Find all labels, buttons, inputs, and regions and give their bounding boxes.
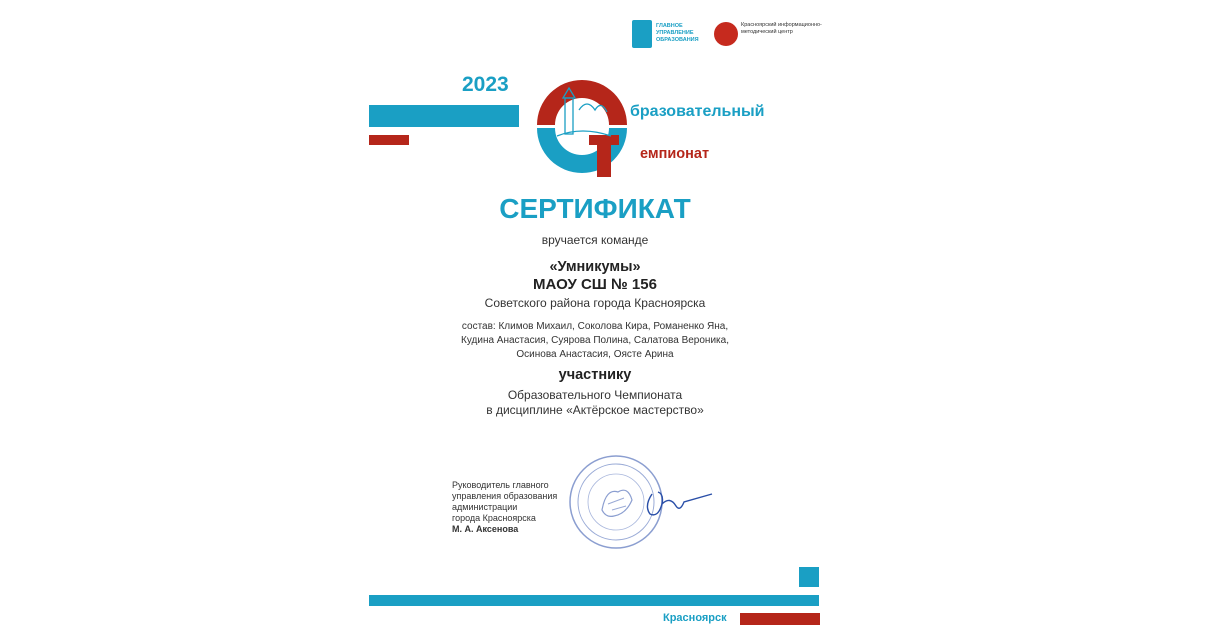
certificate-subtitle: вручается команде bbox=[541, 233, 649, 247]
education-department-logo bbox=[632, 20, 712, 50]
school-name: МАОУ СШ № 156 bbox=[533, 276, 657, 293]
signatory-name: М. А. Аксенова bbox=[452, 524, 519, 534]
event-line: Образовательного Чемпионата bbox=[507, 388, 683, 402]
signatory-line: города Красноярска bbox=[452, 513, 536, 523]
decor-bar-red-left bbox=[369, 135, 409, 145]
team-members bbox=[369, 320, 821, 362]
team-members-line: Кудина Анастасия, Суярова Полина, Салатова Вероника, bbox=[461, 335, 729, 346]
decor-bar-red-bottom bbox=[740, 613, 820, 625]
certificate-title: СЕРТИФИКАТ bbox=[499, 193, 691, 224]
footer-city: Красноярск bbox=[663, 612, 727, 624]
education-department-logo-text: ГЛАВНОЕ УПРАВЛЕНИЕ ОБРАЗОВАНИЯ bbox=[656, 23, 699, 43]
methodical-center-logo-text: Красноярский информационно-методический центр bbox=[741, 22, 822, 35]
decor-bar-blue-bottom bbox=[369, 595, 819, 606]
signatory-line: Руководитель главного bbox=[452, 480, 549, 490]
event-description bbox=[369, 388, 821, 418]
decor-bar-blue-left bbox=[369, 105, 519, 127]
championship-word-championship: емпионат bbox=[640, 146, 710, 162]
signatory-line: управления образования bbox=[452, 491, 558, 501]
handwritten-signature-icon bbox=[640, 484, 715, 522]
team-members-line: Осинова Анастасия, Оясте Арина bbox=[516, 349, 674, 360]
event-line: в дисциплине «Актёрское мастерство» bbox=[486, 403, 704, 417]
championship-year: 2023 bbox=[462, 73, 509, 96]
signatory-line: администрации bbox=[452, 502, 518, 512]
methodical-center-emblem-icon bbox=[714, 22, 738, 46]
team-members-line: состав: Климов Михаил, Соколова Кира, Романенко Яна, bbox=[461, 321, 729, 332]
championship-word-educational: бразовательный bbox=[630, 103, 765, 120]
methodical-center-logo bbox=[714, 20, 824, 50]
city-emblem-icon bbox=[632, 20, 652, 48]
school-district: Советского района города Красноярска bbox=[484, 296, 706, 310]
decor-square-blue bbox=[799, 567, 819, 587]
award-status: участнику bbox=[558, 367, 632, 383]
team-name: «Умникумы» bbox=[549, 259, 641, 275]
championship-emblem-icon bbox=[527, 70, 637, 180]
